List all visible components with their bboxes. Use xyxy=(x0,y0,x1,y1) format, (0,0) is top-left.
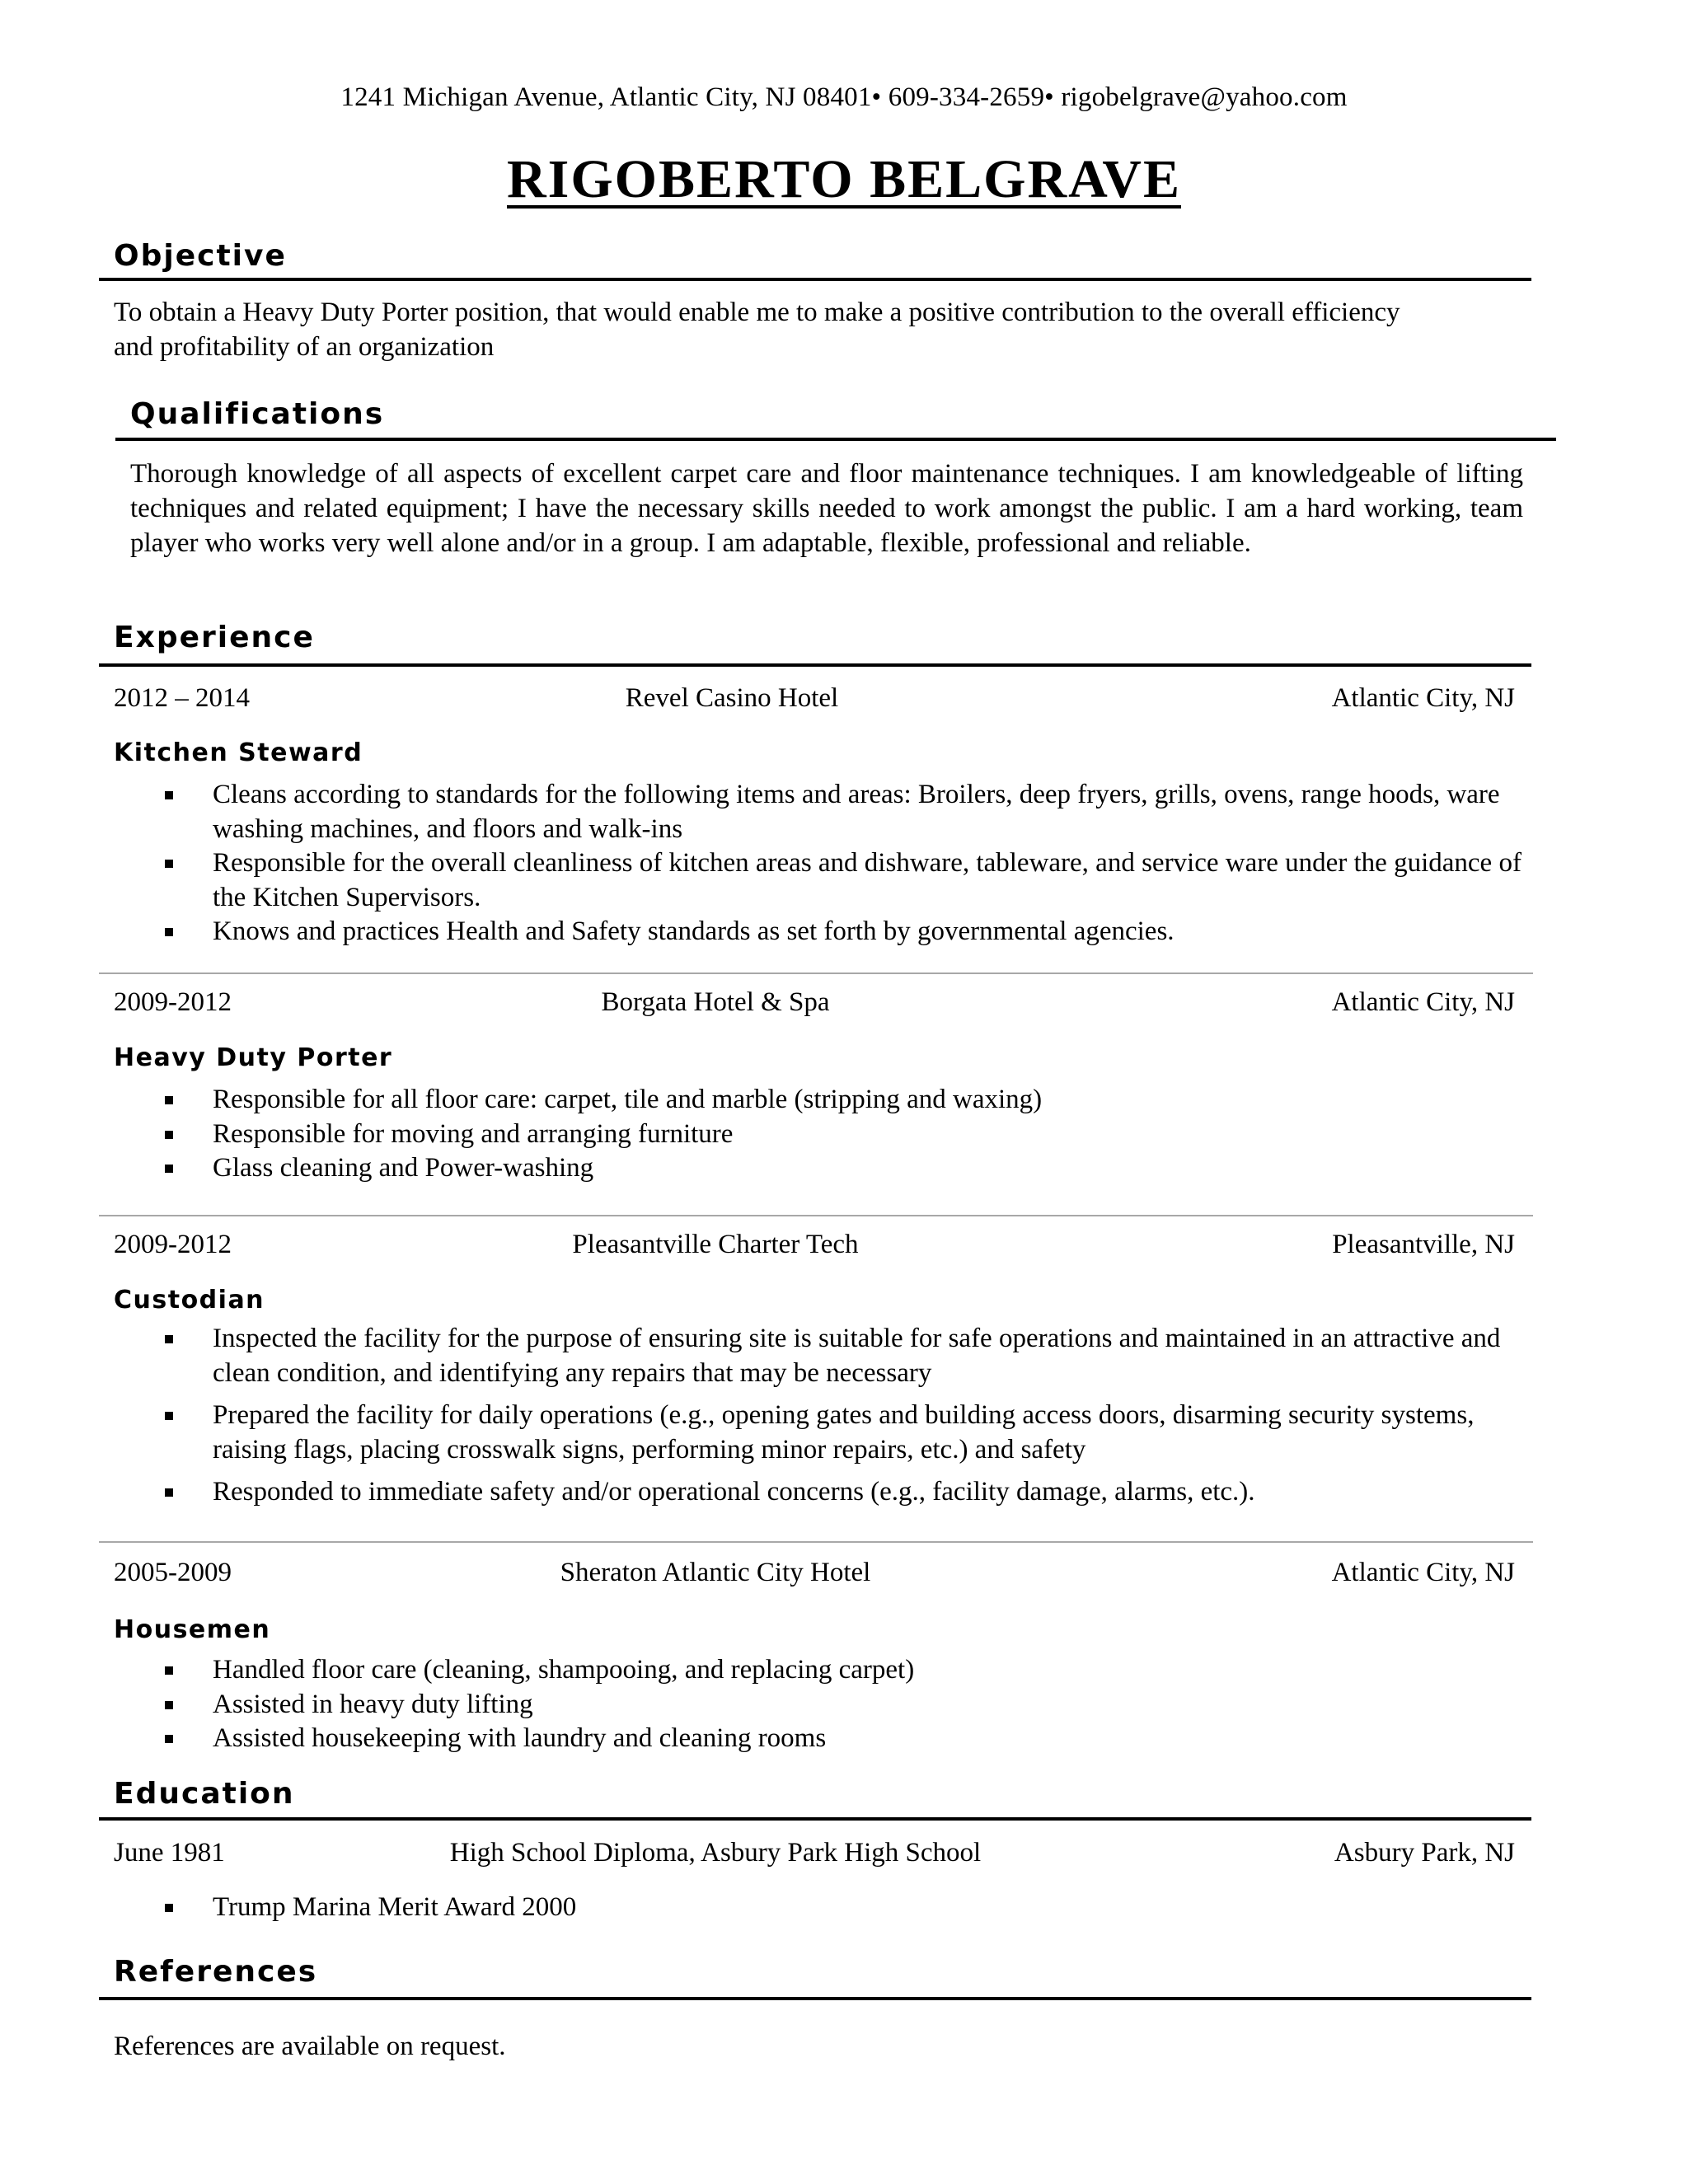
bullet-marker xyxy=(165,928,173,936)
objective-text: To obtain a Heavy Duty Porter position, that would enable me to make a positive contribution to the overall efficiency and profitability of an organization xyxy=(114,298,1400,362)
list-item: Trump Marina Merit Award 2000 xyxy=(165,1891,1525,1925)
list-item: Inspected the facility for the purpose of ensuring site is suitable for safe operations and maintained in an attractive and clean condition, and identifying any repairs that may be necessary xyxy=(165,1322,1525,1390)
list-item: Glass cleaning and Power-washing xyxy=(165,1151,1525,1186)
candidate-name-text: RIGOBERTO BELGRAVE xyxy=(507,149,1181,209)
job-location: Atlantic City, NJ xyxy=(1331,683,1515,713)
job-bullets xyxy=(165,1083,1525,1186)
list-item: Responsible for all floor care: carpet, tile and marble (stripping and waxing) xyxy=(165,1083,1525,1118)
job-divider xyxy=(99,1541,1533,1543)
section-heading-objective: Objective xyxy=(114,239,287,273)
candidate-name xyxy=(0,148,1688,211)
job-employer: Revel Casino Hotel xyxy=(625,683,839,713)
job-dates: 2009-2012 xyxy=(114,987,232,1017)
qualifications-text: Thorough knowledge of all aspects of excellent carpet care and floor maintenance techniques. I am knowledgeable of lifting techniques and related equipment; I have the necessary skills needed to work amongst the public. I am a hard working, team player who works very well alone and/or in a group. I am adaptable, flexible, professional and reliable. xyxy=(130,459,1523,558)
job-divider xyxy=(99,1215,1533,1216)
list-item: Responsible for the overall cleanliness of kitchen areas and dishware, tableware, and service ware under the guidance of the Kitchen Supervisors. xyxy=(165,846,1525,915)
education-row xyxy=(114,1838,1515,1874)
list-item: Responsible for moving and arranging furniture xyxy=(165,1118,1525,1152)
bullet-marker xyxy=(165,1904,173,1912)
education-school: High School Diploma, Asbury Park High School xyxy=(449,1838,982,1868)
bullet-marker xyxy=(165,1412,173,1420)
job-row xyxy=(114,1230,1515,1266)
job-dates: 2012 – 2014 xyxy=(114,683,250,713)
job-employer: Borgata Hotel & Spa xyxy=(601,987,830,1017)
job-row xyxy=(114,683,1515,719)
section-rule-education xyxy=(99,1817,1531,1821)
job-dates: 2009-2012 xyxy=(114,1230,232,1259)
job-row xyxy=(114,1558,1515,1594)
list-item: Responded to immediate safety and/or operational concerns (e.g., facility damage, alarms, etc.). xyxy=(165,1475,1525,1510)
section-rule-qualifications xyxy=(115,438,1556,441)
section-heading-education: Education xyxy=(114,1777,295,1811)
contact-line: 1241 Michigan Avenue, Atlantic City, NJ 08401• 609-334-2659• rigobelgrave@yahoo.com xyxy=(340,82,1348,112)
job-location: Atlantic City, NJ xyxy=(1331,1558,1515,1587)
bullet-marker xyxy=(165,1165,173,1173)
job-bullets xyxy=(165,1322,1525,1518)
education-date: June 1981 xyxy=(114,1838,225,1868)
list-item: Prepared the facility for daily operations (e.g., opening gates and building access doors, disarming security systems, raising flags, placing crosswalk signs, performing minor repairs, etc.) and safety xyxy=(165,1399,1525,1467)
list-item: Cleans according to standards for the following items and areas: Broilers, deep fryers, grills, ovens, range hoods, ware washing machines, and floors and walk-ins xyxy=(165,778,1525,846)
bullet-marker xyxy=(165,1131,173,1139)
job-employer: Pleasantville Charter Tech xyxy=(572,1230,859,1259)
bullet-marker xyxy=(165,791,173,799)
bullet-marker xyxy=(165,1335,173,1343)
job-employer: Sheraton Atlantic City Hotel xyxy=(560,1558,871,1587)
list-item: Knows and practices Health and Safety standards as set forth by governmental agencies. xyxy=(165,915,1525,949)
job-divider xyxy=(99,972,1533,974)
section-heading-experience: Experience xyxy=(114,621,315,654)
section-rule-objective xyxy=(99,278,1531,281)
references-text: References are available on request. xyxy=(114,2032,506,2061)
education-bullets xyxy=(165,1891,1525,1925)
list-item: Assisted housekeeping with laundry and cleaning rooms xyxy=(165,1722,1525,1756)
job-bullets xyxy=(165,1653,1525,1756)
section-heading-references: References xyxy=(114,1955,318,1989)
bullet-marker xyxy=(165,1666,173,1675)
job-location: Pleasantville, NJ xyxy=(1332,1230,1515,1259)
job-title: Custodian xyxy=(114,1286,265,1315)
bullet-marker xyxy=(165,1096,173,1104)
section-heading-qualifications: Qualifications xyxy=(130,397,385,431)
job-location: Atlantic City, NJ xyxy=(1331,987,1515,1017)
job-dates: 2005-2009 xyxy=(114,1558,232,1587)
bullet-marker xyxy=(165,1488,173,1497)
job-title: Housemen xyxy=(114,1615,271,1644)
job-title: Kitchen Steward xyxy=(114,738,363,767)
section-rule-experience xyxy=(99,663,1531,667)
bullet-marker xyxy=(165,1735,173,1743)
list-item: Assisted in heavy duty lifting xyxy=(165,1688,1525,1722)
bullet-marker xyxy=(165,860,173,868)
job-title: Heavy Duty Porter xyxy=(114,1043,393,1072)
job-bullets xyxy=(165,778,1525,949)
list-item: Handled floor care (cleaning, shampooing, and replacing carpet) xyxy=(165,1653,1525,1688)
job-row xyxy=(114,987,1515,1024)
section-rule-references xyxy=(99,1997,1531,2000)
education-location: Asbury Park, NJ xyxy=(1334,1838,1515,1868)
bullet-marker xyxy=(165,1701,173,1709)
